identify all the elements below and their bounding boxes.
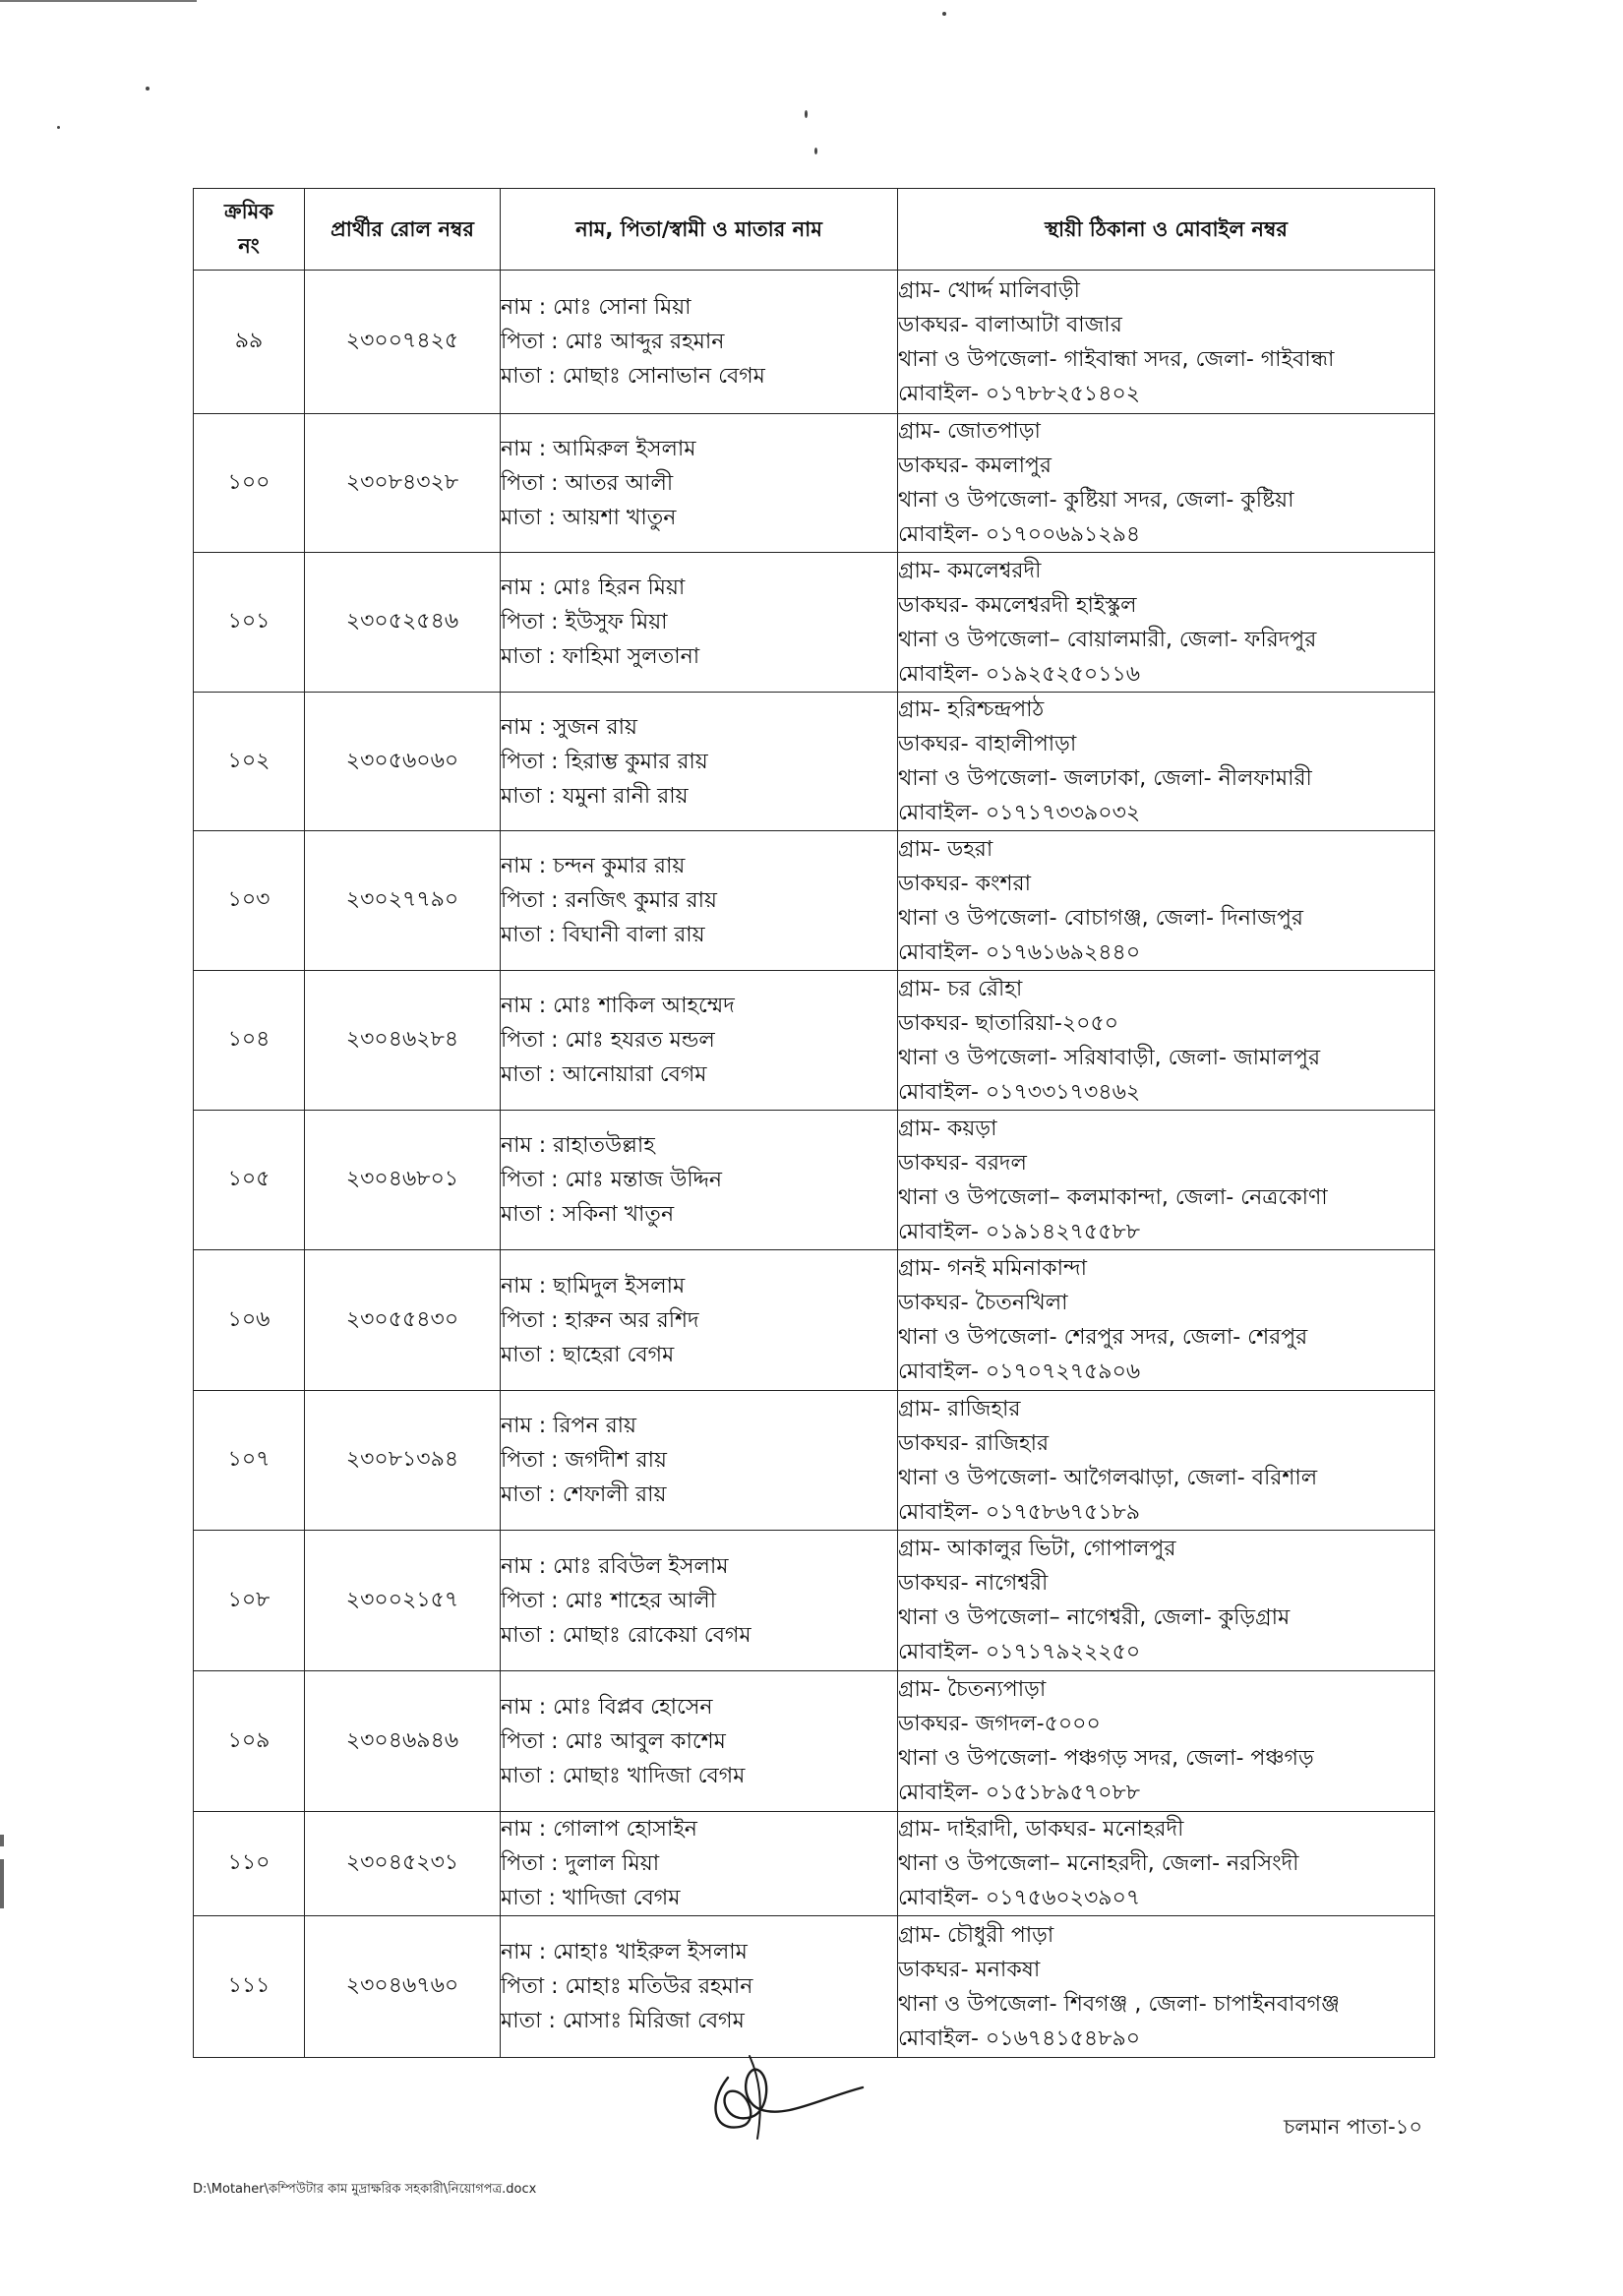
table-row bbox=[194, 553, 1435, 693]
roll-cell: ২৩০৮৪৩২৮ bbox=[305, 414, 501, 553]
address-line: মোবাইল- ০১৭৮৮২৫১৪০২ bbox=[898, 381, 1141, 406]
names-cell bbox=[501, 1111, 898, 1250]
names-line: নাম : ছামিদুল ইসলাম bbox=[501, 1273, 686, 1299]
address-line: মোবাইল- ০১৯২৫২৫০১১৬ bbox=[898, 661, 1141, 687]
names-cell bbox=[501, 1531, 898, 1671]
table-row bbox=[194, 1812, 1435, 1916]
header-serial-line-1: ক্রমিক bbox=[224, 200, 273, 223]
names-line: নাম : আমিরুল ইসলাম bbox=[501, 436, 696, 461]
header-names: নাম, পিতা/স্বামী ও মাতার নাম bbox=[501, 189, 898, 271]
address-line: থানা ও উপজেলা- জলঢাকা, জেলা- নীলফামারী bbox=[898, 766, 1312, 791]
names-line: মাতা : আনোয়ারা বেগম bbox=[501, 1062, 707, 1087]
address-line: থানা ও উপজেলা– কলমাকান্দা, জেলা- নেত্রকোণা bbox=[898, 1184, 1328, 1210]
serial-cell: ১০৪ bbox=[194, 971, 305, 1111]
names-line: মাতা : যমুনা রানী রায় bbox=[501, 783, 689, 809]
serial-cell: ১০৯ bbox=[194, 1671, 305, 1812]
names-cell bbox=[501, 1391, 898, 1531]
names-line: পিতা : আতর আলী bbox=[501, 470, 674, 496]
address-line: মোবাইল- ০১৯১৪২৭৫৫৮৮ bbox=[898, 1219, 1141, 1244]
serial-cell: ১১০ bbox=[194, 1812, 305, 1916]
scan-speck bbox=[814, 148, 817, 154]
address-cell bbox=[898, 1916, 1435, 2058]
address-line: থানা ও উপজেলা- সরিষাবাড়ী, জেলা- জামালপুর bbox=[898, 1045, 1321, 1070]
header-address: স্থায়ী ঠিকানা ও মোবাইল নম্বর bbox=[898, 189, 1435, 271]
address-line: মোবাইল- ০১৭৫৬০২৩৯০৭ bbox=[898, 1886, 1141, 1910]
table-row bbox=[194, 693, 1435, 831]
names-line: পিতা : জগদীশ রায় bbox=[501, 1448, 667, 1473]
address-line: গ্রাম- রাজিহার bbox=[898, 1396, 1021, 1421]
serial-cell: ১০৫ bbox=[194, 1111, 305, 1250]
names-line: নাম : সুজন রায় bbox=[501, 714, 637, 740]
address-cell bbox=[898, 1391, 1435, 1531]
table-header-row bbox=[194, 189, 1435, 271]
names-cell bbox=[501, 831, 898, 971]
address-line: থানা ও উপজেলা- আগৈলঝাড়া, জেলা- বরিশাল bbox=[898, 1465, 1318, 1490]
roll-cell: ২৩০৪৬২৮৪ bbox=[305, 971, 501, 1111]
names-line: মাতা : খাদিজা বেগম bbox=[501, 1886, 681, 1910]
signature bbox=[700, 2048, 868, 2146]
names-line: নাম : রিপন রায় bbox=[501, 1414, 637, 1438]
table-row bbox=[194, 831, 1435, 971]
names-line: মাতা : শেফালী রায় bbox=[501, 1482, 667, 1507]
names-line: পিতা : ইউসুফ মিয়া bbox=[501, 610, 668, 634]
names-line: নাম : মোহাঃ খাইরুল ইসলাম bbox=[501, 1940, 748, 1964]
names-cell bbox=[501, 553, 898, 693]
address-cell bbox=[898, 831, 1435, 971]
names-line: মাতা : মোছাঃ রোকেয়া বেগম bbox=[501, 1622, 751, 1648]
roll-cell: ২৩০৪৬৯৪৬ bbox=[305, 1671, 501, 1812]
address-line: গ্রাম- খোর্দ্দ মালিবাড়ী bbox=[898, 277, 1080, 303]
names-cell bbox=[501, 971, 898, 1111]
address-line: গ্রাম- দাইরাদী, ডাকঘর- মনোহরদী bbox=[898, 1817, 1184, 1842]
address-cell bbox=[898, 1250, 1435, 1391]
address-line: ডাকঘর- নাগেশ্বরী bbox=[898, 1571, 1049, 1596]
names-line: মাতা : সকিনা খাতুন bbox=[501, 1202, 675, 1227]
address-line: মোবাইল- ০১৭৬১৬৯২৪৪০ bbox=[898, 939, 1141, 965]
roll-cell: ২৩০৪৫২৩১ bbox=[305, 1812, 501, 1916]
address-cell bbox=[898, 414, 1435, 553]
address-line: থানা ও উপজেলা– মনোহরদী, জেলা- নরসিংদী bbox=[898, 1851, 1299, 1876]
address-cell bbox=[898, 1531, 1435, 1671]
names-line: পিতা : দুলাল মিয়া bbox=[501, 1851, 660, 1876]
names-line: নাম : মোঃ রবিউল ইসলাম bbox=[501, 1553, 729, 1579]
table-row bbox=[194, 1250, 1435, 1391]
roll-cell: ২৩০৪৬৭৬০ bbox=[305, 1916, 501, 2058]
serial-cell: ১০৭ bbox=[194, 1391, 305, 1531]
address-line: ডাকঘর- কমলেশ্বরদী হাইস্কুল bbox=[898, 592, 1137, 618]
table-row bbox=[194, 271, 1435, 414]
address-line: গ্রাম- চৈতন্যপাড়া bbox=[898, 1677, 1047, 1702]
names-line: পিতা : মোঃ মন্তাজ উদ্দিন bbox=[501, 1168, 723, 1192]
scan-edge-line bbox=[0, 0, 197, 2]
names-line: মাতা : বিঘানী বালা রায় bbox=[501, 923, 705, 947]
scan-speck bbox=[805, 110, 808, 118]
names-line: নাম : মোঃ শাকিল আহম্মেদ bbox=[501, 994, 735, 1018]
names-line: নাম : মোঃ সোনা মিয়া bbox=[501, 295, 691, 320]
names-cell bbox=[501, 1250, 898, 1391]
address-line: থানা ও উপজেলা- শেরপুর সদর, জেলা- শেরপুর bbox=[898, 1325, 1308, 1350]
running-page-number: চলমান পাতা-১০ bbox=[1284, 2115, 1422, 2139]
serial-cell: ১০৮ bbox=[194, 1531, 305, 1671]
address-line: ডাকঘর- কংশরা bbox=[898, 871, 1031, 896]
address-line: গ্রাম- হরিশ্চন্দ্রপাঠ bbox=[898, 697, 1045, 722]
address-line: গ্রাম- আকালুর ভিটা, গোপালপুর bbox=[898, 1537, 1176, 1561]
names-cell bbox=[501, 1812, 898, 1916]
scan-speck bbox=[146, 87, 150, 91]
address-cell bbox=[898, 1111, 1435, 1250]
names-line: মাতা : আয়শা খাতুন bbox=[501, 505, 677, 530]
address-line: ডাকঘর- বালাআটা বাজার bbox=[898, 312, 1122, 337]
address-line: গ্রাম- কয়ড়া bbox=[898, 1116, 997, 1141]
address-line: থানা ও উপজেলা- শিবগঞ্জ , জেলা- চাপাইনবাবগঞ্জ bbox=[898, 1991, 1340, 2017]
table-row bbox=[194, 1391, 1435, 1531]
address-cell bbox=[898, 971, 1435, 1111]
roll-cell: ২৩০২৭৭৯০ bbox=[305, 831, 501, 971]
address-line: থানা ও উপজেলা– নাগেশ্বরী, জেলা- কুড়িগ্রাম bbox=[898, 1605, 1291, 1630]
names-line: পিতা : মোঃ আব্দুর রহমান bbox=[501, 330, 725, 354]
serial-cell: ৯৯ bbox=[194, 271, 305, 414]
names-line: মাতা : ছাহেরা বেগম bbox=[501, 1342, 675, 1367]
table-row bbox=[194, 1531, 1435, 1671]
roll-cell: ২৩০৫৬০৬০ bbox=[305, 693, 501, 831]
table-row bbox=[194, 1111, 1435, 1250]
names-line: পিতা : মোহাঃ মতিউর রহমান bbox=[501, 1974, 753, 1999]
serial-cell: ১১১ bbox=[194, 1916, 305, 2058]
table-row bbox=[194, 1916, 1435, 2058]
address-line: গ্রাম- চৌধুরী পাড়া bbox=[898, 1922, 1054, 1948]
names-line: পিতা : হিরাম্ভ কুমার রায় bbox=[501, 749, 708, 774]
table-body bbox=[194, 271, 1435, 2058]
address-cell bbox=[898, 693, 1435, 831]
address-line: মোবাইল- ০১৭৩৩১৭৩৪৬২ bbox=[898, 1079, 1141, 1105]
address-line: ডাকঘর- বরদল bbox=[898, 1150, 1027, 1176]
names-line: পিতা : রনজিৎ কুমার রায় bbox=[501, 888, 717, 913]
names-line: মাতা : মোসাঃ মিরিজা বেগম bbox=[501, 2009, 745, 2033]
names-line: পিতা : মোঃ শাহের আলী bbox=[501, 1588, 716, 1613]
roll-cell: ২৩০৫৫৪৩০ bbox=[305, 1250, 501, 1391]
names-cell bbox=[501, 414, 898, 553]
candidate-table bbox=[193, 188, 1435, 2058]
table-row bbox=[194, 414, 1435, 553]
names-line: নাম : মোঃ বিপ্লব হোসেন bbox=[501, 1694, 713, 1720]
names-cell bbox=[501, 693, 898, 831]
address-line: ডাকঘর- জগদল-৫০০০ bbox=[898, 1712, 1101, 1736]
names-line: নাম : গোলাপ হোসাইন bbox=[501, 1817, 697, 1842]
names-line: মাতা : মোছাঃ খাদিজা বেগম bbox=[501, 1763, 746, 1788]
names-line: নাম : মোঃ হিরন মিয়া bbox=[501, 575, 686, 600]
names-line: মাতা : ফাহিমা সুলতানা bbox=[501, 644, 700, 669]
serial-cell: ১০১ bbox=[194, 553, 305, 693]
table-row bbox=[194, 971, 1435, 1111]
scan-speck bbox=[942, 12, 946, 16]
names-line: নাম : রাহাতউল্লাহ bbox=[501, 1133, 655, 1158]
names-cell bbox=[501, 1916, 898, 2058]
scan-speck bbox=[57, 126, 60, 129]
address-line: গ্রাম- কমলেশ্বরদী bbox=[898, 558, 1042, 583]
serial-cell: ১০০ bbox=[194, 414, 305, 553]
roll-cell: ২৩০৮১৩৯৪ bbox=[305, 1391, 501, 1531]
address-line: মোবাইল- ০১৭৫৮৬৭৫১৮৯ bbox=[898, 1499, 1141, 1525]
header-roll: প্রার্থীর রোল নম্বর bbox=[305, 189, 501, 271]
roll-cell: ২৩০০৭৪২৫ bbox=[305, 271, 501, 414]
names-line: মাতা : মোছাঃ সোনাভান বেগম bbox=[501, 364, 765, 389]
address-line: থানা ও উপজেলা- কুষ্টিয়া সদর, জেলা- কুষ্টিয়া bbox=[898, 488, 1294, 513]
address-line: থানা ও উপজেলা- গাইবান্ধা সদর, জেলা- গাইবান্ধা bbox=[898, 346, 1335, 372]
names-line: পিতা : হারুন অর রশিদ bbox=[501, 1307, 699, 1333]
names-line: পিতা : মোঃ আবুল কাশেম bbox=[501, 1728, 726, 1754]
address-line: গ্রাম- ডহরা bbox=[898, 836, 993, 862]
address-line: ডাকঘর- রাজিহার bbox=[898, 1430, 1050, 1456]
address-line: গ্রাম- চর রৌহা bbox=[898, 976, 1023, 1001]
address-line: মোবাইল- ০১৭০০৬৯১২৯৪ bbox=[898, 522, 1141, 547]
address-cell bbox=[898, 553, 1435, 693]
address-line: মোবাইল- ০১৭১৭৯২২২৫০ bbox=[898, 1640, 1141, 1664]
address-line: মোবাইল- ০১৭০৭২৭৫৯০৬ bbox=[898, 1359, 1141, 1384]
names-cell bbox=[501, 1671, 898, 1812]
address-line: ডাকঘর- চৈতনখিলা bbox=[898, 1291, 1068, 1315]
address-cell bbox=[898, 1812, 1435, 1916]
address-line: থানা ও উপজেলা– বোয়ালমারী, জেলা- ফরিদপুর bbox=[898, 627, 1317, 652]
names-line: পিতা : মোঃ হযরত মন্ডল bbox=[501, 1028, 715, 1053]
roll-cell: ২৩০৫২৫৪৬ bbox=[305, 553, 501, 693]
address-line: গ্রাম- গনই মমিনাকান্দা bbox=[898, 1256, 1088, 1281]
address-line: ডাকঘর- বাহালীপাড়া bbox=[898, 732, 1077, 756]
names-line: নাম : চন্দন কুমার রায় bbox=[501, 854, 686, 878]
address-line: মোবাইল- ০১৭১৭৩৩৯০৩২ bbox=[898, 801, 1141, 825]
address-line: থানা ও উপজেলা- পঞ্চগড় সদর, জেলা- পঞ্চগড় bbox=[898, 1746, 1314, 1771]
address-line: ডাকঘর- কমলাপুর bbox=[898, 453, 1052, 478]
scan-edge-mark bbox=[0, 1835, 4, 1846]
scan-edge-mark bbox=[0, 1859, 4, 1908]
serial-cell: ১০২ bbox=[194, 693, 305, 831]
address-line: ডাকঘর- মনাকষা bbox=[898, 1957, 1041, 1982]
address-line: ডাকঘর- ছাতারিয়া-২০৫০ bbox=[898, 1010, 1119, 1036]
table-row bbox=[194, 1671, 1435, 1812]
header-serial-line-2: নং bbox=[238, 234, 260, 258]
names-cell bbox=[501, 271, 898, 414]
address-line: গ্রাম- জোতপাড়া bbox=[898, 419, 1041, 444]
address-line: থানা ও উপজেলা- বোচাগঞ্জ, জেলা- দিনাজপুর bbox=[898, 905, 1304, 931]
roll-cell: ২৩০৪৬৮০১ bbox=[305, 1111, 501, 1250]
address-cell bbox=[898, 1671, 1435, 1812]
address-line: মোবাইল- ০১৫১৮৯৫৭০৮৮ bbox=[898, 1781, 1141, 1805]
header-serial bbox=[194, 189, 305, 271]
file-path: D:\Motaher\কম্পিউটার কাম মুদ্রাক্ষরিক সহকারী\নিয়োগপত্র.docx bbox=[193, 2182, 537, 2197]
roll-cell: ২৩০০২১৫৭ bbox=[305, 1531, 501, 1671]
address-cell bbox=[898, 271, 1435, 414]
serial-cell: ১০৬ bbox=[194, 1250, 305, 1391]
serial-cell: ১০৩ bbox=[194, 831, 305, 971]
address-line: মোবাইল- ০১৬৭৪১৫৪৮৯০ bbox=[898, 2025, 1141, 2051]
